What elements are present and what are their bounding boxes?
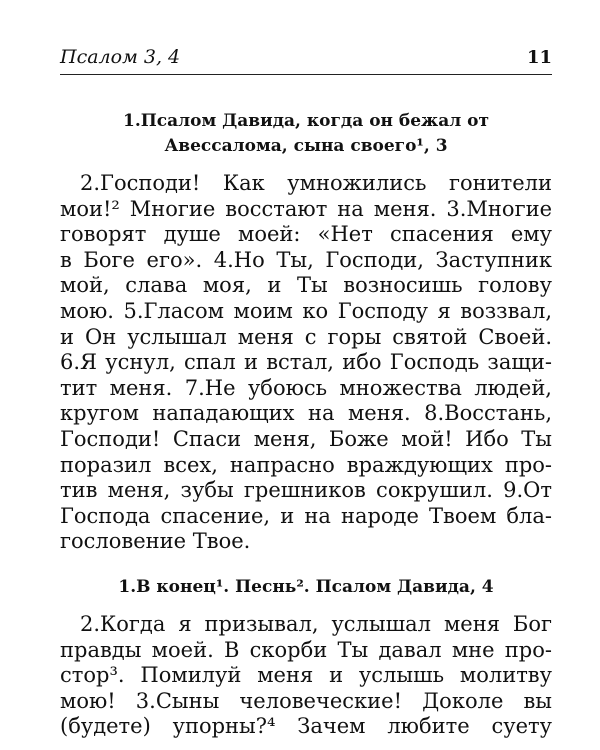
text-line: тит меня. 7.Не убоюсь множества людей, <box>60 375 552 400</box>
title-line: 1.В конец¹. Песнь². Псалом Давида, 4 <box>118 576 494 597</box>
text-line: стор³. Помилуй меня и услышь молитву <box>60 663 552 688</box>
page-number: 11 <box>526 47 552 68</box>
text-line: тив меня, зубы грешников сокрушил. 9.От <box>60 478 552 503</box>
text-line: (будете) упорны?⁴ Зачем любите суету <box>60 714 552 739</box>
psalm-3-text <box>60 171 552 555</box>
text-line: в Боге его». 4.Но Ты, Господи, Заступник <box>60 247 552 272</box>
text-line: правды моей. В скорби Ты давал мне про- <box>60 637 552 662</box>
text-line: 2.Когда я призывал, услышал меня Бог <box>80 611 552 636</box>
text-line: кругом нападающих на меня. 8.Восстань, <box>60 401 552 426</box>
page-header <box>60 0 552 75</box>
running-title: Псалом 3, 4 <box>60 46 181 68</box>
text-line: мою. 5.Гласом моим ко Господу я воззвал, <box>60 298 552 323</box>
text-line: 2.Господи! Как умножились гонители <box>80 171 552 195</box>
text-line: и Он услышал меня с горы святой Своей. <box>60 324 552 349</box>
text-line: мой, слава моя, и Ты возносишь голову <box>60 273 552 298</box>
title-line: 1.Псалом Давида, когда он бежал от <box>122 111 490 131</box>
text-line: Господи! Спаси меня, Боже мой! Ибо Ты <box>60 426 552 451</box>
psalm-4-text <box>60 612 552 740</box>
psalm-4-title <box>60 575 552 600</box>
title-line: Авессалома, сына своего¹, 3 <box>164 136 448 156</box>
text-line: мою! 3.Сыны человеческие! Доколе вы <box>60 688 552 713</box>
text-line: мои!² Многие восстают на меня. 3.Многие <box>60 196 552 221</box>
text-line: гословение Твое. <box>60 529 251 554</box>
text-line: 6.Я уснул, спал и встал, ибо Господь защи- <box>60 350 552 375</box>
text-line: Господа спасение, и на народе Твоем бла- <box>60 503 552 528</box>
text-line: поразил всех, напрасно враждующих про- <box>60 452 552 477</box>
psalm-3-title <box>60 109 552 159</box>
text-line: говорят душе моей: «Нет спасения ему <box>60 222 552 247</box>
